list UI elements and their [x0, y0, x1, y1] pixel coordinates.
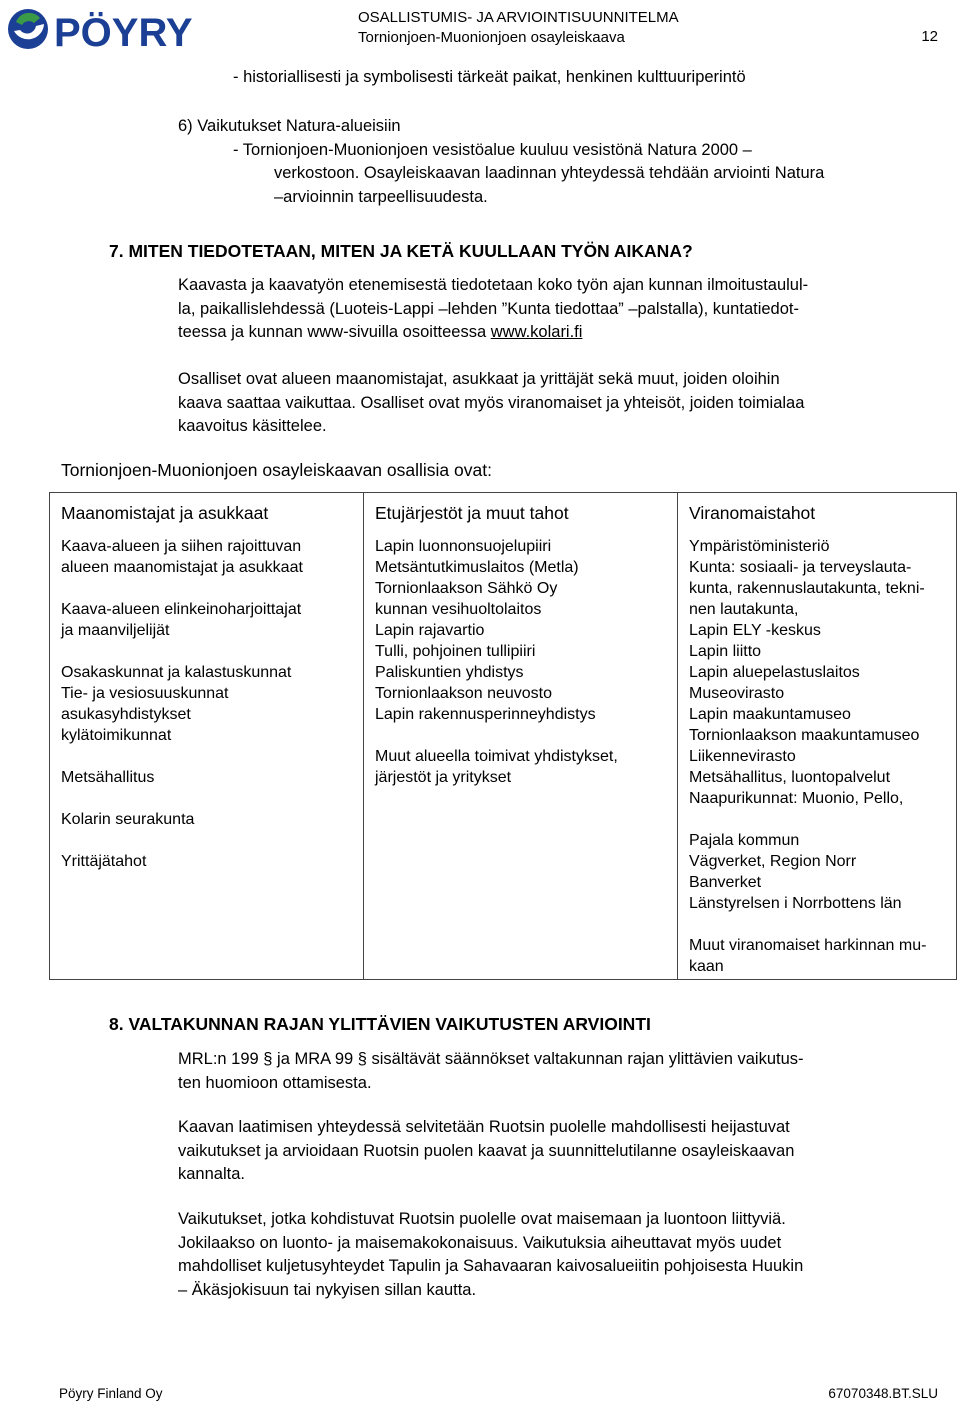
group-spacer — [689, 914, 946, 935]
party-entry: Länstyrelsen i Norrbottens län — [689, 895, 902, 912]
group-spacer — [61, 641, 353, 662]
party-entry: Lapin rajavartio — [375, 622, 485, 639]
document-subtitle: Tornionjoen-Muonionjoen osayleiskaava — [358, 29, 625, 46]
section-8-para-3 — [178, 1208, 956, 1302]
column-content — [61, 536, 353, 872]
party-entry: Banverket — [689, 874, 762, 891]
party-entry: Metsähallitus, luontopalvelut — [689, 769, 891, 786]
party-entry: ja maanviljelijät — [61, 622, 170, 639]
party-entry: järjestöt ja yritykset — [375, 769, 512, 786]
column-landowners — [50, 493, 364, 980]
item-6-line2: verkostoon. Osayleiskaavan laadinnan yhteydessä tehdään arviointi Natura — [274, 164, 825, 182]
party-entry: Lapin ELY -keskus — [689, 622, 821, 639]
party-entry: Ympäristöministeriö — [689, 538, 830, 555]
item-6-line3: –arvioinnin tarpeellisuudesta. — [274, 188, 488, 206]
party-entry: Vägverket, Region Norr — [689, 853, 857, 870]
group-spacer — [61, 788, 353, 809]
para-line: ten huomioon ottamisesta. — [178, 1073, 372, 1092]
party-entry: kaan — [689, 958, 724, 975]
column-header: Maanomistajat ja asukkaat — [61, 503, 269, 523]
para-line: vaikutukset ja arvioidaan Ruotsin puolen kaavat ja suunnittelutilanne osayleiskaavan — [178, 1141, 795, 1160]
party-entry: kunta, rakennuslautakunta, tekni- — [689, 580, 925, 597]
logo-text: PÖYRY — [54, 11, 193, 54]
party-entry: Metsäntutkimuslaitos (Metla) — [375, 559, 579, 576]
party-entry: Kunta: sosiaali- ja terveyslauta- — [689, 559, 912, 576]
group-spacer — [61, 746, 353, 767]
party-entry: Lapin aluepelastuslaitos — [689, 664, 860, 681]
group-spacer — [375, 725, 667, 746]
column-content — [689, 536, 946, 977]
poyry-logo — [6, 4, 246, 54]
party-entry: Lapin rakennusperinneyhdistys — [375, 706, 596, 723]
party-entry: Museovirasto — [689, 685, 785, 702]
para-line: MRL:n 199 § ja MRA 99 § sisältävät säännökset valtakunnan rajan ylittävien vaikutus- — [178, 1050, 804, 1068]
party-entry: Kaava-alueen elinkeinoharjoittajat — [61, 601, 302, 618]
party-entry: Tornionlaakson maakuntamuseo — [689, 727, 920, 744]
party-entry: kunnan vesihuoltolaitos — [375, 601, 542, 618]
column-header: Viranomaistahot — [689, 503, 816, 523]
para-line: Jokilaakso on luonto- ja maisemakokonaisuus. Vaikutuksia aiheuttavat myös uudet — [178, 1233, 782, 1252]
footer-reference: 67070348.BT.SLU — [828, 1386, 938, 1401]
para-line: – Äkäsjokisuun tai nykyisen sillan kautta. — [178, 1280, 477, 1299]
para-line: Vaikutukset, jotka kohdistuvat Ruotsin puolelle ovat maisemaan ja luontoon liittyviä. — [178, 1210, 786, 1228]
group-spacer — [689, 809, 946, 830]
party-entry: Tornionlaakson Sähkö Oy — [375, 580, 558, 597]
party-entry: Tie- ja vesiosuuskunnat — [61, 685, 229, 702]
para-1-line: Kaavasta ja kaavatyön etenemisestä tiedotetaan koko työn ajan kunnan ilmoitustaulul- — [178, 276, 809, 294]
group-spacer — [61, 830, 353, 851]
item-6-line1: - Tornionjoen-Muonionjoen vesistöalue kuuluu vesistönä Natura 2000 – — [233, 141, 752, 159]
party-entry: Yrittäjätahot — [61, 853, 147, 870]
section-7-para-2 — [178, 368, 956, 439]
column-content — [375, 536, 667, 788]
kolari-link[interactable]: www.kolari.fi — [490, 323, 583, 341]
section-7-para-1 — [178, 274, 956, 345]
party-entry: Tornionlaakson neuvosto — [375, 685, 553, 702]
para-line: mahdolliset kuljetusyhteydet Tapulin ja Sahavaaran kaivosalueiitin pohjoisesta Huukin — [178, 1257, 804, 1275]
parties-heading: Tornionjoen-Muonionjoen osayleiskaavan osallisia ovat: — [61, 460, 492, 480]
party-entry: alueen maanomistajat ja asukkaat — [61, 559, 303, 576]
footer-company: Pöyry Finland Oy — [59, 1386, 163, 1401]
para-2-line: Osalliset ovat alueen maanomistajat, asukkaat ja yrittäjät sekä muut, joiden oloihin — [178, 370, 780, 388]
para-2-line: kaava saattaa vaikuttaa. Osalliset ovat myös viranomaiset ja yhteisöt, joiden toimialaa — [178, 393, 805, 412]
party-entry: asukasyhdistykset — [61, 706, 191, 723]
column-authorities — [678, 493, 957, 980]
para-line: Kaavan laatimisen yhteydessä selvitetään Ruotsin puolelle mahdollisesti heijastuvat — [178, 1118, 790, 1136]
party-entry: Liikennevirasto — [689, 748, 796, 765]
section-8-heading: 8. VALTAKUNNAN RAJAN YLITTÄVIEN VAIKUTUSTEN ARVIOINTI — [109, 1014, 651, 1034]
item-6-title: 6) Vaikutukset Natura-alueisiin — [178, 117, 401, 135]
para-1-line: la, paikallislehdessä (Luoteis-Lappi –lehden ”Kunta tiedottaa” –palstalla), kuntatiedot- — [178, 299, 799, 318]
party-entry: Lapin maakuntamuseo — [689, 706, 851, 723]
group-spacer — [61, 578, 353, 599]
party-entry: Pajala kommun — [689, 832, 800, 849]
document-header — [358, 8, 718, 48]
bullet-heritage: - historiallisesti ja symbolisesti tärkeät paikat, henkinen kulttuuriperintö — [233, 68, 746, 86]
party-entry: Paliskuntien yhdistys — [375, 664, 524, 681]
column-organisations — [364, 493, 678, 980]
party-entry: kylätoimikunnat — [61, 727, 172, 744]
parties-table — [49, 492, 957, 980]
party-entry: Osakaskunnat ja kalastuskunnat — [61, 664, 292, 681]
party-entry: Muut viranomaiset harkinnan mu- — [689, 937, 927, 954]
party-entry: Lapin luonnonsuojelupiiri — [375, 538, 552, 555]
para-1-line: teessa ja kunnan www-sivuilla osoitteessa www.kolari.fi — [178, 323, 583, 341]
party-entry: Lapin liitto — [689, 643, 762, 660]
para-line: kannalta. — [178, 1165, 245, 1183]
party-entry: nen lautakunta, — [689, 601, 799, 618]
party-entry: Tulli, pohjoinen tullipiiri — [375, 643, 536, 660]
page-number: 12 — [921, 28, 938, 45]
party-entry: Kaava-alueen ja siihen rajoittuvan — [61, 538, 302, 555]
document-title: OSALLISTUMIS- JA ARVIOINTISUUNNITELMA — [358, 9, 679, 26]
para-2-line: kaavoitus käsittelee. — [178, 417, 327, 435]
party-entry: Kolarin seurakunta — [61, 811, 195, 828]
section-7-heading: 7. MITEN TIEDOTETAAN, MITEN JA KETÄ KUULLAAN TYÖN AIKANA? — [109, 241, 693, 261]
section-8-para-1 — [178, 1048, 956, 1095]
column-header: Etujärjestöt ja muut tahot — [375, 503, 569, 523]
party-entry: Muut alueella toimivat yhdistykset, — [375, 748, 618, 765]
party-entry: Naapurikunnat: Muonio, Pello, — [689, 790, 904, 807]
section-8-para-2 — [178, 1116, 956, 1187]
party-entry: Metsähallitus — [61, 769, 155, 786]
